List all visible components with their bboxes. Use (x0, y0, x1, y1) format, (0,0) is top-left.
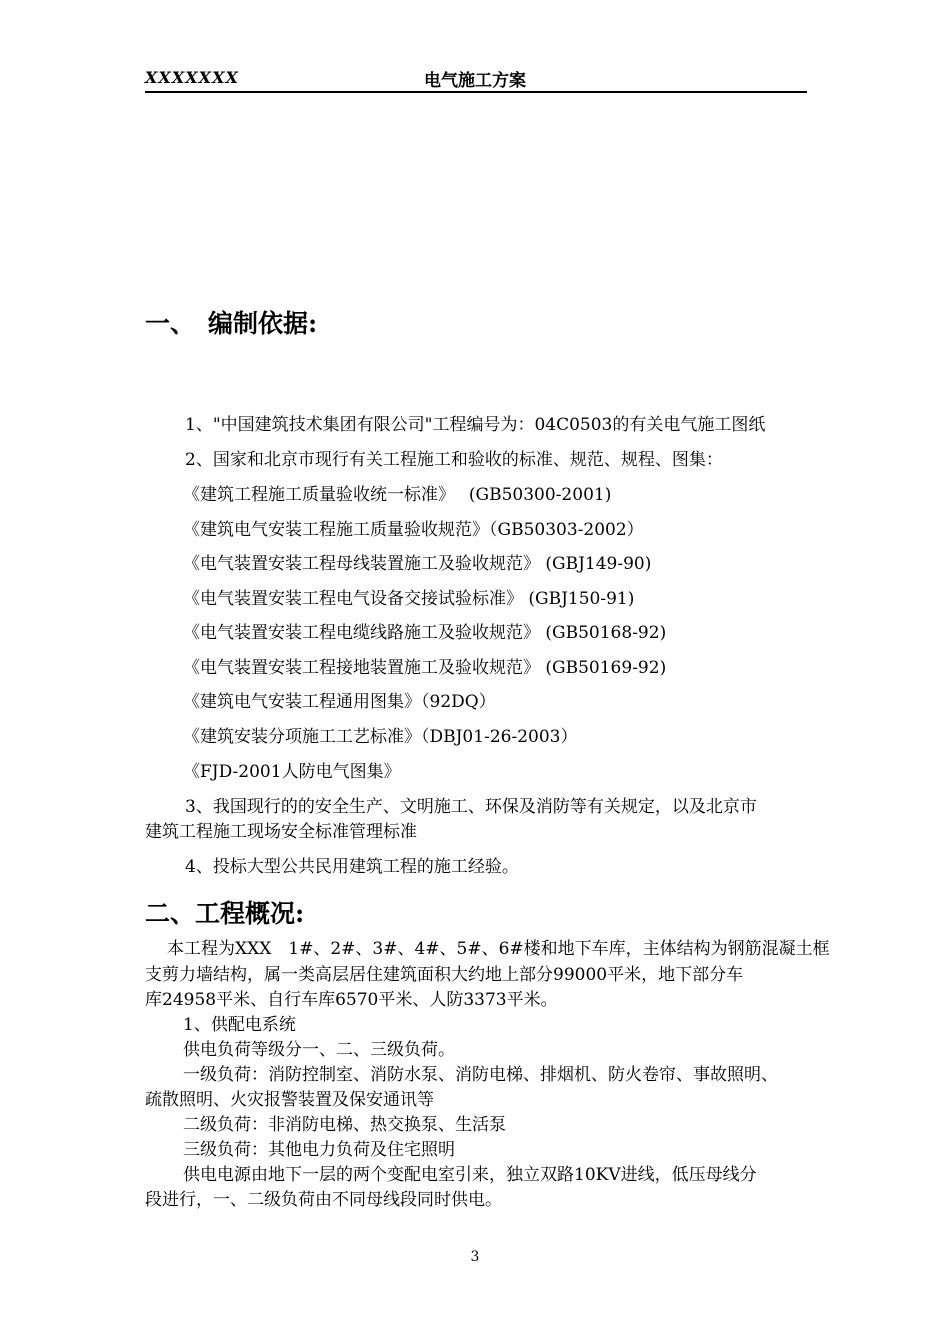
level2: 二级负荷：非消防电梯、热交换泵、生活泵 (183, 1115, 506, 1135)
standard-item: 《电气装置安装工程电气设备交接试验标准》 (GBJ150-91) (183, 589, 635, 609)
level1-line2: 疏散照明、火灾报警装置及保安通讯等 (145, 1090, 434, 1110)
load-levels: 供电负荷等级分一、二、三级负荷。 (183, 1040, 455, 1060)
section1-title: 编制依据: (208, 309, 318, 338)
standard-item: 《电气装置安装工程母线装置施工及验收规范》 (GBJ149-90) (183, 554, 652, 574)
source-line2: 段进行，一、二级负荷由不同母线段同时供电。 (145, 1190, 502, 1210)
header-divider (145, 91, 807, 93)
level1-line1: 一级负荷：消防控制室、消防水泵、消防电梯、排烟机、防火卷帘、事故照明、 (183, 1065, 778, 1085)
standard-item: 《电气装置安装工程电缆线路施工及验收规范》 (GB50168-92) (183, 623, 667, 643)
standard-item: 《建筑工程施工质量验收统一标准》 (GB50300-2001) (183, 485, 612, 505)
basis-item-3-line2: 建筑工程施工现场安全标准管理标准 (145, 822, 417, 842)
section1-number: 一、 (145, 309, 196, 338)
page-header-left: XXXXXXX (145, 68, 239, 87)
source-line1: 供电电源由地下一层的两个变配电室引来，独立双路10KV进线，低压母线分 (183, 1165, 757, 1185)
overview-line: 本工程为XXX 1#、2#、3#、4#、5#、6#楼和地下车库，主体结构为钢筋混凝土框 (167, 939, 830, 959)
level3: 三级负荷：其他电力负荷及住宅照明 (183, 1140, 455, 1160)
subsection-title: 1、供配电系统 (183, 1015, 296, 1035)
standard-item: 《建筑电气安装工程通用图集》（92DQ） (183, 692, 496, 712)
basis-item-2: 2、国家和北京市现行有关工程施工和验收的标准、规范、规程、图集： (185, 450, 723, 470)
standard-item: 《建筑电气安装工程施工质量验收规范》（GB50303-2002） (183, 520, 644, 540)
overview-line: 支剪力墙结构，属一类高层居住建筑面积大约地上部分99000平米，地下部分车 (145, 965, 744, 985)
basis-item-1: 1、"中国建筑技术集团有限公司"工程编号为：04C0503的有关电气施工图纸 (185, 415, 766, 435)
basis-item-3-line1: 3、我国现行的的安全生产、文明施工、环保及消防等有关规定，以及北京市 (185, 797, 757, 817)
standard-item: 《建筑安装分项施工工艺标准》（DBJ01-26-2003） (183, 727, 578, 747)
standard-item: 《电气装置安装工程接地装置施工及验收规范》 (GB50169-92) (183, 658, 667, 678)
page-header-title: 电气施工方案 (424, 71, 526, 91)
basis-item-4: 4、投标大型公共民用建筑工程的施工经验。 (185, 857, 519, 877)
page-number: 3 (470, 1249, 480, 1265)
overview-line: 库24958平米、自行车库6570平米、人防3373平米。 (145, 990, 558, 1010)
section2-title: 二、工程概况: (145, 899, 305, 928)
standard-item: 《FJD-2001人防电气图集》 (183, 762, 401, 782)
